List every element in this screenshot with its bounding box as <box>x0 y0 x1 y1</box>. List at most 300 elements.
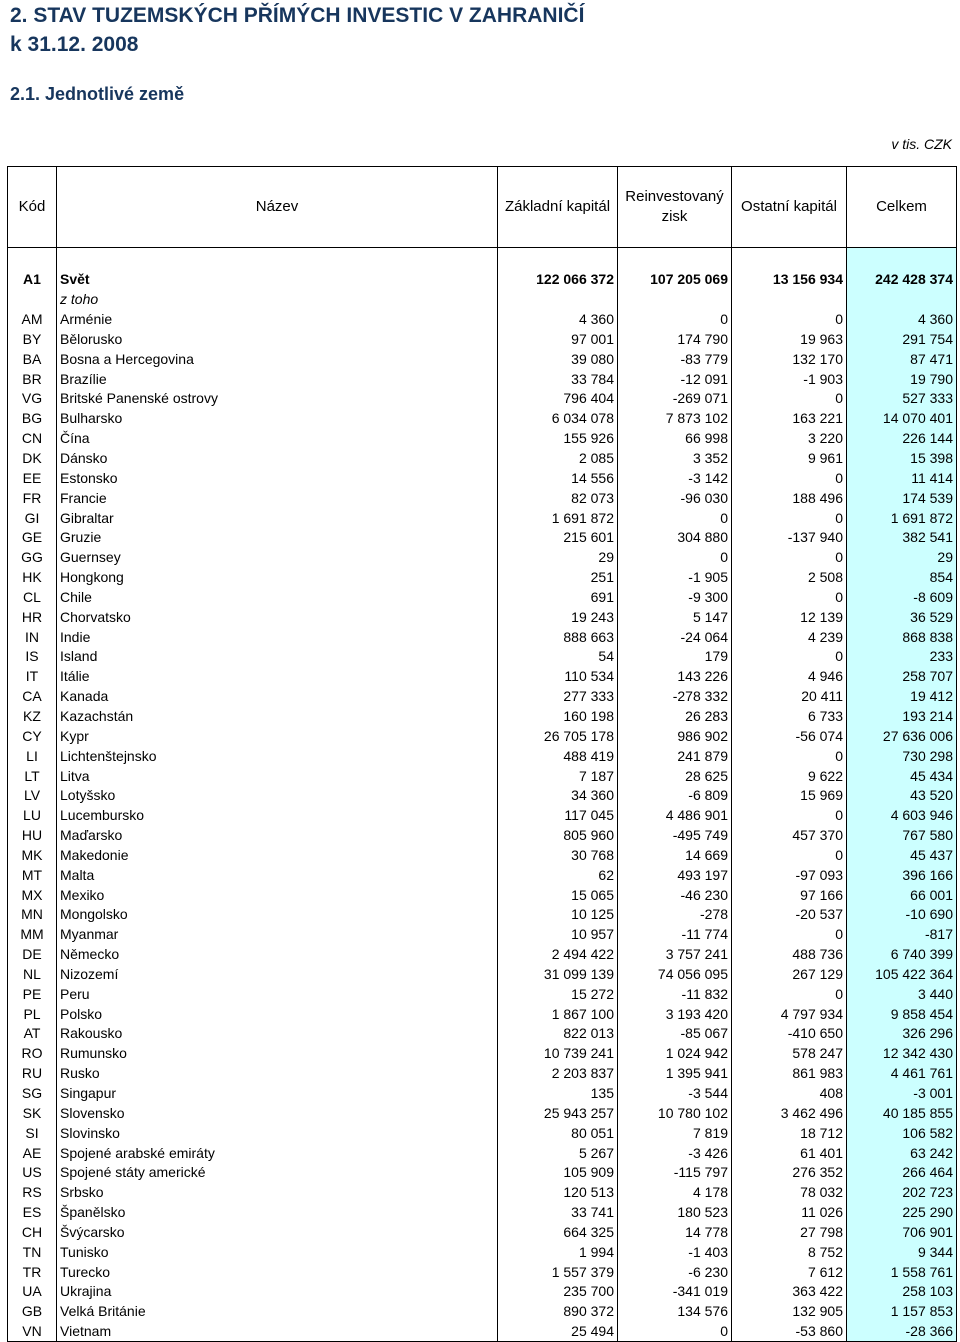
header-reinvested-earnings: Reinvestovaný zisk <box>618 167 732 248</box>
base-capital: 33 784 <box>498 369 618 389</box>
base-capital: 4 360 <box>498 309 618 329</box>
other-capital: 132 905 <box>732 1301 847 1321</box>
base-capital: 890 372 <box>498 1301 618 1321</box>
total: 1 558 761 <box>847 1262 957 1282</box>
country-code: SG <box>8 1083 57 1103</box>
country-name: Kanada <box>57 686 498 706</box>
total: 19 412 <box>847 686 957 706</box>
other-capital: 78 032 <box>732 1182 847 1202</box>
country-name: Hongkong <box>57 567 498 587</box>
base-capital: 25 494 <box>498 1321 618 1341</box>
header-base-capital: Základní kapitál <box>498 167 618 248</box>
country-name: Ukrajina <box>57 1282 498 1302</box>
reinvested-earnings: 0 <box>618 508 732 528</box>
world-row <box>8 270 957 290</box>
table-header-row <box>8 167 957 248</box>
country-code: UA <box>8 1282 57 1302</box>
other-capital: 861 983 <box>732 1063 847 1083</box>
country-name: Velká Británie <box>57 1301 498 1321</box>
table-row <box>8 448 957 468</box>
page-title-date: k 31.12. 2008 <box>10 33 139 56</box>
total: 3 440 <box>847 984 957 1004</box>
base-capital: 120 513 <box>498 1182 618 1202</box>
table-row <box>8 1024 957 1044</box>
country-code: ES <box>8 1202 57 1222</box>
other-capital: 132 170 <box>732 349 847 369</box>
base-capital: 1 557 379 <box>498 1262 618 1282</box>
other-capital: 20 411 <box>732 686 847 706</box>
base-capital: 34 360 <box>498 785 618 805</box>
table-row <box>8 905 957 925</box>
base-capital: 5 267 <box>498 1143 618 1163</box>
table-row <box>8 1043 957 1063</box>
base-capital: 805 960 <box>498 825 618 845</box>
table-row <box>8 1004 957 1024</box>
country-code: CL <box>8 587 57 607</box>
world-total: 242 428 374 <box>847 270 957 290</box>
country-code: AE <box>8 1143 57 1163</box>
base-capital: 97 001 <box>498 329 618 349</box>
base-capital: 80 051 <box>498 1123 618 1143</box>
country-code: TR <box>8 1262 57 1282</box>
base-capital: 155 926 <box>498 428 618 448</box>
country-code: HU <box>8 825 57 845</box>
country-name: Rakousko <box>57 1024 498 1044</box>
other-capital: 0 <box>732 924 847 944</box>
other-capital: 19 963 <box>732 329 847 349</box>
country-code: BR <box>8 369 57 389</box>
other-capital: 457 370 <box>732 825 847 845</box>
reinvested-earnings: 3 757 241 <box>618 944 732 964</box>
table-row <box>8 567 957 587</box>
reinvested-earnings: 7 873 102 <box>618 408 732 428</box>
country-name: Bělorusko <box>57 329 498 349</box>
total: -28 366 <box>847 1321 957 1341</box>
country-name: Turecko <box>57 1262 498 1282</box>
country-code: HK <box>8 567 57 587</box>
table-row <box>8 885 957 905</box>
other-capital: 8 752 <box>732 1242 847 1262</box>
world-other-capital: 13 156 934 <box>732 270 847 290</box>
base-capital: 135 <box>498 1083 618 1103</box>
other-capital: 0 <box>732 468 847 488</box>
table-row <box>8 428 957 448</box>
country-code: VG <box>8 389 57 409</box>
table-row <box>8 329 957 349</box>
other-capital: -410 650 <box>732 1024 847 1044</box>
table-row <box>8 706 957 726</box>
country-name: Srbsko <box>57 1182 498 1202</box>
country-code: RU <box>8 1063 57 1083</box>
world-reinvested: 107 205 069 <box>618 270 732 290</box>
country-code: TN <box>8 1242 57 1262</box>
table-row <box>8 845 957 865</box>
reinvested-earnings: -83 779 <box>618 349 732 369</box>
country-name: Tunisko <box>57 1242 498 1262</box>
reinvested-earnings: 4 486 901 <box>618 805 732 825</box>
base-capital: 10 125 <box>498 905 618 925</box>
total: 45 434 <box>847 766 957 786</box>
reinvested-earnings: -6 809 <box>618 785 732 805</box>
reinvested-earnings: 986 902 <box>618 726 732 746</box>
base-capital: 664 325 <box>498 1222 618 1242</box>
reinvested-earnings: 179 <box>618 647 732 667</box>
header-total: Celkem <box>847 167 957 248</box>
reinvested-earnings: 0 <box>618 547 732 567</box>
other-capital: 27 798 <box>732 1222 847 1242</box>
country-name: Nizozemí <box>57 964 498 984</box>
table-row <box>8 389 957 409</box>
base-capital: 29 <box>498 547 618 567</box>
country-code: VN <box>8 1321 57 1341</box>
table-row <box>8 1222 957 1242</box>
base-capital: 30 768 <box>498 845 618 865</box>
base-capital: 215 601 <box>498 527 618 547</box>
country-name: Itálie <box>57 666 498 686</box>
total: 226 144 <box>847 428 957 448</box>
world-code: A1 <box>8 270 57 290</box>
table-row <box>8 924 957 944</box>
country-name: Slovensko <box>57 1103 498 1123</box>
total: 6 740 399 <box>847 944 957 964</box>
reinvested-earnings: 493 197 <box>618 865 732 885</box>
table-row <box>8 666 957 686</box>
total: 40 185 855 <box>847 1103 957 1123</box>
base-capital: 54 <box>498 647 618 667</box>
reinvested-earnings: -3 426 <box>618 1143 732 1163</box>
country-name: Dánsko <box>57 448 498 468</box>
reinvested-earnings: 3 193 420 <box>618 1004 732 1024</box>
reinvested-earnings: 4 178 <box>618 1182 732 1202</box>
reinvested-earnings: 241 879 <box>618 746 732 766</box>
reinvested-earnings: 28 625 <box>618 766 732 786</box>
total: 527 333 <box>847 389 957 409</box>
country-name: Bulharsko <box>57 408 498 428</box>
table-row <box>8 825 957 845</box>
other-capital: 3 462 496 <box>732 1103 847 1123</box>
total: 730 298 <box>847 746 957 766</box>
total: 27 636 006 <box>847 726 957 746</box>
reinvested-earnings: 5 147 <box>618 607 732 627</box>
country-name: Malta <box>57 865 498 885</box>
total: 19 790 <box>847 369 957 389</box>
other-capital: 276 352 <box>732 1162 847 1182</box>
other-capital: 11 026 <box>732 1202 847 1222</box>
base-capital: 10 739 241 <box>498 1043 618 1063</box>
table-row <box>8 488 957 508</box>
table-row <box>8 964 957 984</box>
total: 36 529 <box>847 607 957 627</box>
reinvested-earnings: 174 790 <box>618 329 732 349</box>
total: 4 360 <box>847 309 957 329</box>
country-code: PL <box>8 1004 57 1024</box>
other-capital: 0 <box>732 805 847 825</box>
base-capital: 10 957 <box>498 924 618 944</box>
base-capital: 2 203 837 <box>498 1063 618 1083</box>
country-code: US <box>8 1162 57 1182</box>
country-code: GG <box>8 547 57 567</box>
country-name: Rumunsko <box>57 1043 498 1063</box>
other-capital: 0 <box>732 389 847 409</box>
reinvested-earnings: 0 <box>618 309 732 329</box>
country-code: MX <box>8 885 57 905</box>
base-capital: 33 741 <box>498 1202 618 1222</box>
other-capital: 0 <box>732 309 847 329</box>
other-capital: 0 <box>732 647 847 667</box>
country-code: MN <box>8 905 57 925</box>
total: 14 070 401 <box>847 408 957 428</box>
country-code: RO <box>8 1043 57 1063</box>
table-row <box>8 369 957 389</box>
reinvested-earnings: 0 <box>618 1321 732 1341</box>
other-capital: 0 <box>732 746 847 766</box>
table-row <box>8 349 957 369</box>
table-row <box>8 1063 957 1083</box>
table-row <box>8 408 957 428</box>
page-title: 2. STAV TUZEMSKÝCH PŘÍMÝCH INVESTIC V ZAHRANIČÍ <box>10 4 585 27</box>
country-code: GE <box>8 527 57 547</box>
other-capital: 578 247 <box>732 1043 847 1063</box>
total: 854 <box>847 567 957 587</box>
reinvested-earnings: -96 030 <box>618 488 732 508</box>
country-code: HR <box>8 607 57 627</box>
other-capital: 6 733 <box>732 706 847 726</box>
table-row <box>8 1242 957 1262</box>
base-capital: 82 073 <box>498 488 618 508</box>
country-name: Lotyšsko <box>57 785 498 805</box>
country-name: Brazílie <box>57 369 498 389</box>
base-capital: 14 556 <box>498 468 618 488</box>
table-row <box>8 1103 957 1123</box>
other-capital: 408 <box>732 1083 847 1103</box>
other-capital: 4 946 <box>732 666 847 686</box>
country-name: Gibraltar <box>57 508 498 528</box>
reinvested-earnings: 26 283 <box>618 706 732 726</box>
country-code: FR <box>8 488 57 508</box>
spacer-row <box>8 248 957 270</box>
country-code: EE <box>8 468 57 488</box>
reinvested-earnings: 1 395 941 <box>618 1063 732 1083</box>
reinvested-earnings: 143 226 <box>618 666 732 686</box>
table-row <box>8 746 957 766</box>
table-row <box>8 309 957 329</box>
total: 193 214 <box>847 706 957 726</box>
country-code: MT <box>8 865 57 885</box>
base-capital: 888 663 <box>498 627 618 647</box>
total: 106 582 <box>847 1123 957 1143</box>
country-name: Polsko <box>57 1004 498 1024</box>
other-capital: 18 712 <box>732 1123 847 1143</box>
country-code: LT <box>8 766 57 786</box>
base-capital: 26 705 178 <box>498 726 618 746</box>
base-capital: 15 065 <box>498 885 618 905</box>
table-row <box>8 1182 957 1202</box>
total: 266 464 <box>847 1162 957 1182</box>
base-capital: 251 <box>498 567 618 587</box>
other-capital: -137 940 <box>732 527 847 547</box>
country-name: Litva <box>57 766 498 786</box>
total: 11 414 <box>847 468 957 488</box>
reinvested-earnings: -6 230 <box>618 1262 732 1282</box>
other-capital: 9 622 <box>732 766 847 786</box>
total: 9 344 <box>847 1242 957 1262</box>
country-code: RS <box>8 1182 57 1202</box>
table-row <box>8 1262 957 1282</box>
base-capital: 105 909 <box>498 1162 618 1182</box>
country-code: IN <box>8 627 57 647</box>
total: 9 858 454 <box>847 1004 957 1024</box>
country-name: Lucembursko <box>57 805 498 825</box>
other-capital: 488 736 <box>732 944 847 964</box>
country-name: Chile <box>57 587 498 607</box>
other-capital: 363 422 <box>732 1282 847 1302</box>
world-name: Svět <box>57 270 498 290</box>
total: -817 <box>847 924 957 944</box>
total: 291 754 <box>847 329 957 349</box>
country-code: BA <box>8 349 57 369</box>
reinvested-earnings: -269 071 <box>618 389 732 409</box>
total: 382 541 <box>847 527 957 547</box>
base-capital: 160 198 <box>498 706 618 726</box>
base-capital: 235 700 <box>498 1282 618 1302</box>
reinvested-earnings: 74 056 095 <box>618 964 732 984</box>
country-code: CH <box>8 1222 57 1242</box>
country-code: GI <box>8 508 57 528</box>
other-capital: 9 961 <box>732 448 847 468</box>
country-code: KZ <box>8 706 57 726</box>
reinvested-earnings: -3 544 <box>618 1083 732 1103</box>
table-row <box>8 1301 957 1321</box>
reinvested-earnings: 14 778 <box>618 1222 732 1242</box>
country-name: Britské Panenské ostrovy <box>57 389 498 409</box>
base-capital: 6 034 078 <box>498 408 618 428</box>
table-row <box>8 785 957 805</box>
reinvested-earnings: 3 352 <box>618 448 732 468</box>
reinvested-earnings: -11 774 <box>618 924 732 944</box>
reinvested-earnings: 1 024 942 <box>618 1043 732 1063</box>
reinvested-earnings: -85 067 <box>618 1024 732 1044</box>
country-code: AT <box>8 1024 57 1044</box>
total: 258 707 <box>847 666 957 686</box>
header-code: Kód <box>8 167 57 248</box>
base-capital: 2 085 <box>498 448 618 468</box>
country-code: PE <box>8 984 57 1004</box>
base-capital: 1 994 <box>498 1242 618 1262</box>
country-name: Kazachstán <box>57 706 498 726</box>
country-name: Francie <box>57 488 498 508</box>
base-capital: 62 <box>498 865 618 885</box>
table-row <box>8 587 957 607</box>
country-name: Rusko <box>57 1063 498 1083</box>
country-name: Čína <box>57 428 498 448</box>
other-capital: 61 401 <box>732 1143 847 1163</box>
base-capital: 1 867 100 <box>498 1004 618 1024</box>
country-name: Estonsko <box>57 468 498 488</box>
table-row <box>8 1282 957 1302</box>
total: 706 901 <box>847 1222 957 1242</box>
base-capital: 691 <box>498 587 618 607</box>
unit-label: v tis. CZK <box>891 136 952 152</box>
country-code: BY <box>8 329 57 349</box>
country-name: Mexiko <box>57 885 498 905</box>
total: -8 609 <box>847 587 957 607</box>
country-name: Maďarsko <box>57 825 498 845</box>
world-base-capital: 122 066 372 <box>498 270 618 290</box>
reinvested-earnings: -495 749 <box>618 825 732 845</box>
base-capital: 488 419 <box>498 746 618 766</box>
section-title: 2.1. Jednotlivé země <box>10 84 185 104</box>
total: 87 471 <box>847 349 957 369</box>
total: 767 580 <box>847 825 957 845</box>
country-code: SK <box>8 1103 57 1123</box>
header-other-capital: Ostatní kapitál <box>732 167 847 248</box>
reinvested-earnings: 180 523 <box>618 1202 732 1222</box>
other-capital: 4 239 <box>732 627 847 647</box>
country-name: Švýcarsko <box>57 1222 498 1242</box>
country-name: Kypr <box>57 726 498 746</box>
table-row <box>8 805 957 825</box>
other-capital: 188 496 <box>732 488 847 508</box>
of-which-row <box>8 289 957 309</box>
country-name: Lichtenštejnsko <box>57 746 498 766</box>
country-code: BG <box>8 408 57 428</box>
table-row <box>8 1123 957 1143</box>
country-code: IS <box>8 647 57 667</box>
other-capital: -97 093 <box>732 865 847 885</box>
other-capital: -1 903 <box>732 369 847 389</box>
other-capital: 0 <box>732 508 847 528</box>
table-row <box>8 686 957 706</box>
base-capital: 25 943 257 <box>498 1103 618 1123</box>
total: -3 001 <box>847 1083 957 1103</box>
other-capital: 4 797 934 <box>732 1004 847 1024</box>
table-row <box>8 1143 957 1163</box>
reinvested-earnings: 7 819 <box>618 1123 732 1143</box>
investment-table <box>7 166 957 1342</box>
reinvested-earnings: -1 905 <box>618 567 732 587</box>
table-row <box>8 647 957 667</box>
country-name: Chorvatsko <box>57 607 498 627</box>
reinvested-earnings: -115 797 <box>618 1162 732 1182</box>
country-code: DE <box>8 944 57 964</box>
reinvested-earnings: -24 064 <box>618 627 732 647</box>
country-name: Slovinsko <box>57 1123 498 1143</box>
table-row <box>8 468 957 488</box>
country-code: GB <box>8 1301 57 1321</box>
other-capital: 12 139 <box>732 607 847 627</box>
country-code: LI <box>8 746 57 766</box>
total: 868 838 <box>847 627 957 647</box>
table-row <box>8 607 957 627</box>
other-capital: 15 969 <box>732 785 847 805</box>
base-capital: 19 243 <box>498 607 618 627</box>
country-name: Spojené arabské emiráty <box>57 1143 498 1163</box>
total: 4 461 761 <box>847 1063 957 1083</box>
country-code: DK <box>8 448 57 468</box>
total: 233 <box>847 647 957 667</box>
reinvested-earnings: -3 142 <box>618 468 732 488</box>
country-code: CA <box>8 686 57 706</box>
table-row <box>8 627 957 647</box>
reinvested-earnings: 10 780 102 <box>618 1103 732 1123</box>
other-capital: -56 074 <box>732 726 847 746</box>
country-name: Island <box>57 647 498 667</box>
total: 202 723 <box>847 1182 957 1202</box>
other-capital: -53 860 <box>732 1321 847 1341</box>
of-which-label: z toho <box>57 289 498 309</box>
country-name: Guernsey <box>57 547 498 567</box>
other-capital: 267 129 <box>732 964 847 984</box>
